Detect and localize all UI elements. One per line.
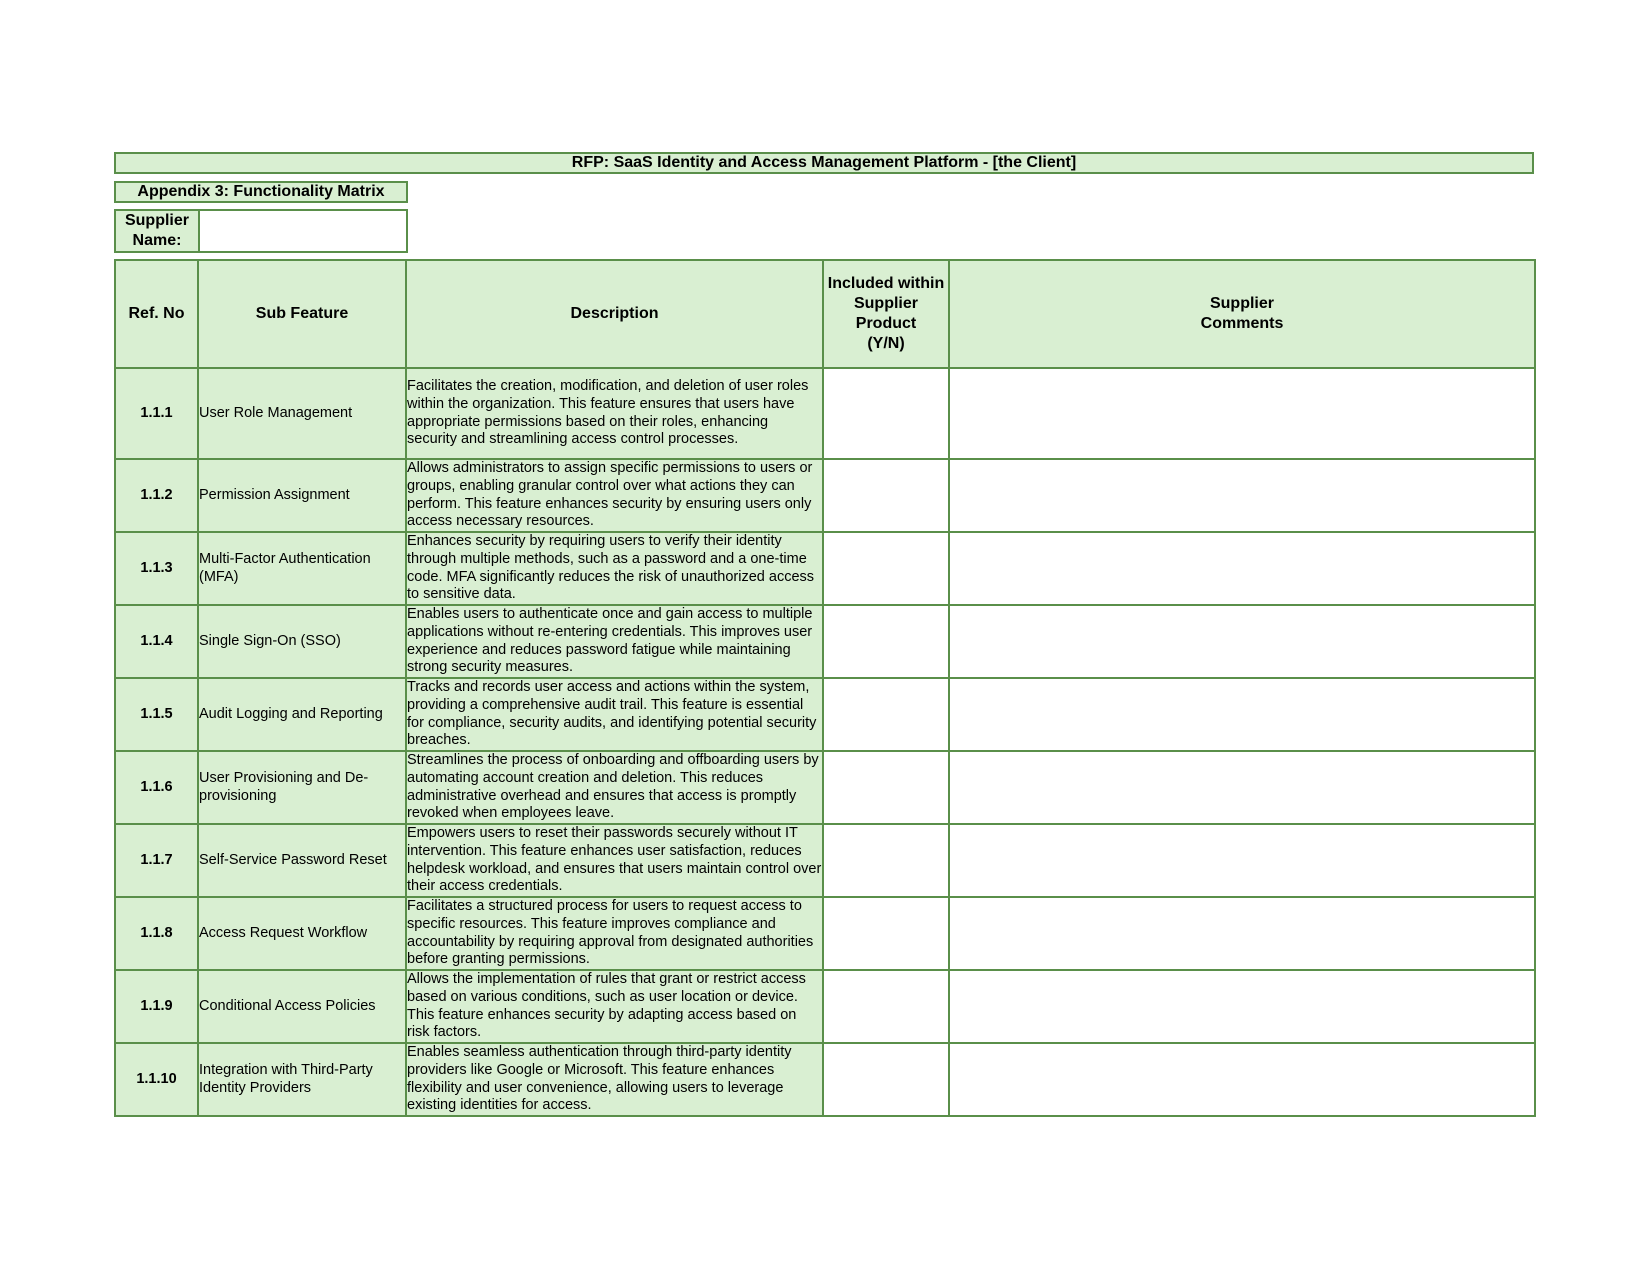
description-cell: Tracks and records user access and actions within the system, providing a comprehensive audit trail. This feature is essential for compliance, security audits, and identifying potential security breaches. bbox=[406, 678, 823, 751]
table-row bbox=[115, 605, 1535, 678]
comments-cell[interactable] bbox=[949, 368, 1535, 459]
description-cell: Enables seamless authentication through third-party identity providers like Google or Microsoft. This feature enhances flexibility and user convenience, allowing users to leverage existing identities for access. bbox=[406, 1043, 823, 1116]
ref-cell: 1.1.7 bbox=[115, 824, 198, 897]
sub-feature-cell: User Role Management bbox=[198, 368, 406, 459]
table-row bbox=[115, 897, 1535, 970]
description-cell: Enhances security by requiring users to verify their identity through multiple methods, such as a password and a one-time code. MFA significantly reduces the risk of unauthorized access to sensitive data. bbox=[406, 532, 823, 605]
table-header-row bbox=[115, 260, 1535, 368]
table-row bbox=[115, 970, 1535, 1043]
comments-cell[interactable] bbox=[949, 605, 1535, 678]
comments-cell[interactable] bbox=[949, 678, 1535, 751]
supplier-name-field[interactable] bbox=[200, 211, 406, 251]
document-title: RFP: SaaS Identity and Access Management Platform - [the Client] bbox=[114, 152, 1534, 174]
included-cell[interactable] bbox=[823, 970, 949, 1043]
table-row bbox=[115, 459, 1535, 532]
header-description: Description bbox=[406, 260, 823, 368]
included-cell[interactable] bbox=[823, 532, 949, 605]
appendix-heading: Appendix 3: Functionality Matrix bbox=[114, 181, 408, 203]
comments-cell[interactable] bbox=[949, 751, 1535, 824]
comments-cell[interactable] bbox=[949, 970, 1535, 1043]
comments-cell[interactable] bbox=[949, 897, 1535, 970]
included-cell[interactable] bbox=[823, 824, 949, 897]
comments-cell[interactable] bbox=[949, 459, 1535, 532]
description-cell: Streamlines the process of onboarding and offboarding users by automating account creation and deletion. This reduces administrative overhead and ensures that access is promptly revoked when employees leave. bbox=[406, 751, 823, 824]
included-cell[interactable] bbox=[823, 368, 949, 459]
sub-feature-cell: Single Sign-On (SSO) bbox=[198, 605, 406, 678]
description-cell: Allows the implementation of rules that grant or restrict access based on various conditions, such as user location or device. This feature enhances security by adapting access based on risk factors. bbox=[406, 970, 823, 1043]
ref-cell: 1.1.1 bbox=[115, 368, 198, 459]
header-supplier-comments: Supplier Comments bbox=[949, 260, 1535, 368]
table-row bbox=[115, 678, 1535, 751]
included-cell[interactable] bbox=[823, 459, 949, 532]
ref-cell: 1.1.4 bbox=[115, 605, 198, 678]
table-row bbox=[115, 532, 1535, 605]
ref-cell: 1.1.6 bbox=[115, 751, 198, 824]
table-row bbox=[115, 1043, 1535, 1116]
ref-cell: 1.1.2 bbox=[115, 459, 198, 532]
sub-feature-cell: Self-Service Password Reset bbox=[198, 824, 406, 897]
ref-cell: 1.1.9 bbox=[115, 970, 198, 1043]
ref-cell: 1.1.10 bbox=[115, 1043, 198, 1116]
ref-cell: 1.1.3 bbox=[115, 532, 198, 605]
sub-feature-cell: Access Request Workflow bbox=[198, 897, 406, 970]
sub-feature-cell: Integration with Third-Party Identity Providers bbox=[198, 1043, 406, 1116]
header-included: Included within Supplier Product (Y/N) bbox=[823, 260, 949, 368]
description-cell: Enables users to authenticate once and gain access to multiple applications without re-entering credentials. This improves user experience and reduces password fatigue while maintaining strong security measures. bbox=[406, 605, 823, 678]
supplier-name-label: Supplier Name: bbox=[116, 211, 200, 251]
table-row bbox=[115, 824, 1535, 897]
header-ref-no: Ref. No bbox=[115, 260, 198, 368]
included-cell[interactable] bbox=[823, 1043, 949, 1116]
sub-feature-cell: Multi-Factor Authentication (MFA) bbox=[198, 532, 406, 605]
sub-feature-cell: User Provisioning and De-provisioning bbox=[198, 751, 406, 824]
included-cell[interactable] bbox=[823, 678, 949, 751]
description-cell: Empowers users to reset their passwords securely without IT intervention. This feature enhances user satisfaction, reduces helpdesk workload, and ensures that users maintain control over their access credentials. bbox=[406, 824, 823, 897]
sub-feature-cell: Permission Assignment bbox=[198, 459, 406, 532]
description-cell: Allows administrators to assign specific permissions to users or groups, enabling granular control over what actions they can perform. This feature enhances security by ensuring users only access necessary resources. bbox=[406, 459, 823, 532]
table-row bbox=[115, 751, 1535, 824]
description-cell: Facilitates a structured process for users to request access to specific resources. This feature improves compliance and accountability by requiring approval from designated authorities before granting permissions. bbox=[406, 897, 823, 970]
comments-cell[interactable] bbox=[949, 1043, 1535, 1116]
header-sub-feature: Sub Feature bbox=[198, 260, 406, 368]
comments-cell[interactable] bbox=[949, 532, 1535, 605]
included-cell[interactable] bbox=[823, 751, 949, 824]
ref-cell: 1.1.5 bbox=[115, 678, 198, 751]
description-cell: Facilitates the creation, modification, and deletion of user roles within the organization. This feature ensures that users have appropriate permissions based on their roles, enhancing security and streamlining access control processes. bbox=[406, 368, 823, 459]
sub-feature-cell: Audit Logging and Reporting bbox=[198, 678, 406, 751]
supplier-name-box bbox=[114, 209, 408, 253]
sub-feature-cell: Conditional Access Policies bbox=[198, 970, 406, 1043]
ref-cell: 1.1.8 bbox=[115, 897, 198, 970]
included-cell[interactable] bbox=[823, 605, 949, 678]
functionality-matrix-table bbox=[114, 259, 1536, 1117]
table-row bbox=[115, 368, 1535, 459]
comments-cell[interactable] bbox=[949, 824, 1535, 897]
included-cell[interactable] bbox=[823, 897, 949, 970]
